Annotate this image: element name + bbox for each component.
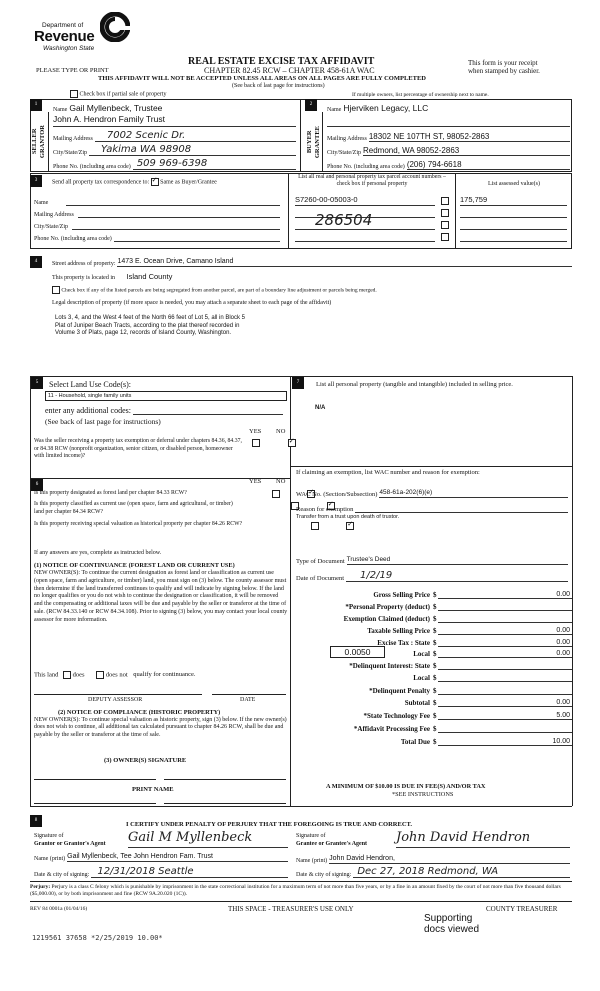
- corr-mailing-row: [34, 207, 280, 218]
- notice1-text: NEW OWNER(S): To continue the current designation as forest land or classification as current use (open space, farm and agriculture, or timber) land, you must sign on (3) below. The county assessor must then determine if the land transferred continues to qualify and will indicate by signing below. If the land no longer qualifies or you do not wish to continue the designation or classification, it will be removed and the compensating or additional taxes will be due and payable by the seller or transferor at the time of sale. (RCW 84.33.140 or RCW 84.34.108). Prior to signing (3) below, you may contact your local county assessor for more information.: [34, 570, 288, 623]
- no-header-6: NO: [276, 478, 286, 485]
- buyer-name-field[interactable]: Hjerviken Legacy, LLC: [343, 103, 429, 113]
- buyer-mailing-label: Mailing Address: [327, 136, 367, 142]
- forest-land-yes-checkbox[interactable]: [272, 490, 280, 498]
- street-address-field[interactable]: 1473 E. Ocean Drive, Camano Island: [117, 258, 572, 267]
- land-use-label: Select Land Use Code(s):: [49, 380, 131, 389]
- grantee-signature-label: Signature of Grantee or Grantee's Agent: [296, 833, 368, 847]
- seller-name-line2-field[interactable]: John A. Hendron Family Trust: [53, 114, 296, 127]
- exemption-question: Was the seller receiving a property tax exemption or deferral under chapters 84.36, 84.37, or 84.38 RCW (nonprofit organization, senior citizen, or disabled person, homeowner with limited income)?: [34, 438, 242, 459]
- grantor-name-label: Name (print): [34, 856, 66, 862]
- corr-name-label: Name: [34, 200, 49, 206]
- fin-state-tech-fee: *State Technology Fee $ 5.00: [363, 712, 570, 720]
- section7-bottom-border: [290, 466, 572, 467]
- grantee-name-field[interactable]: John David Hendron,: [329, 855, 570, 864]
- delinquent-penalty-field[interactable]: [438, 694, 573, 695]
- grantor-date-label: Date & city of signing:: [34, 872, 90, 878]
- logo-line-revenue: Revenue: [34, 28, 95, 45]
- buyer-city-row: [327, 143, 570, 156]
- personal-property-checkbox[interactable]: [441, 233, 449, 241]
- date-label: DATE: [240, 697, 256, 703]
- affidavit-fee-field[interactable]: [438, 732, 573, 733]
- doc-date-label: Date of Document: [296, 575, 345, 582]
- buyer-name-line2-field[interactable]: [327, 114, 570, 127]
- parcel-number-field[interactable]: S7260-00-05003-0: [295, 195, 435, 206]
- wac-label: WAC No. (Section/Subsection): [296, 491, 378, 498]
- receipt-note-1: This form is your receipt: [468, 59, 538, 67]
- fin-delinquent-penalty: *Delinquent Penalty $: [300, 684, 572, 695]
- yes-header-6: YES: [249, 478, 262, 485]
- legal-description-field[interactable]: [55, 315, 245, 338]
- parcel-row-2: [295, 211, 570, 230]
- perjury-bottom-border: [30, 901, 572, 902]
- corr-mailing-field[interactable]: [78, 209, 280, 218]
- additional-codes-field[interactable]: [133, 406, 283, 415]
- notice2-text: NEW OWNER(S): To continue special valuation as historic property, sign (3) below. If the new owner(s) does not wish to continue, all additional tax calculated pursuant to chapter 84.26 RCW, shall be due and payable by the seller or transferor at the time of sale.: [34, 717, 287, 738]
- if-yes-note: If any answers are yes, complete as instructed below.: [34, 550, 162, 556]
- section-number-6: 6: [31, 479, 43, 491]
- doc-date-field[interactable]: 1/2/19: [346, 570, 568, 582]
- seller-side-label: [30, 112, 49, 172]
- fin-exemption-claimed: Exemption Claimed (deduct) $: [300, 612, 572, 623]
- additional-codes-row: [45, 404, 283, 415]
- does-checkbox[interactable]: [63, 671, 71, 679]
- seller-mailing-field[interactable]: 7002 Scenic Dr.: [95, 130, 296, 142]
- perjury-text: Perjury is a class C felony which is punishable by imprisonment in the state correctional institution for a maximum term of not more than five years, or by a fine in an amount fixed by the court of not more than five thousand dollars ($5,000.00), or by both imprisonment and fine (RCW 9A.20.020 (1C)).: [30, 884, 561, 898]
- dor-swirl-logo-icon: [100, 12, 130, 42]
- continuance-row: [34, 671, 196, 679]
- land-use-instructions: (See back of last page for instructions): [45, 417, 161, 426]
- perjury-notice: [30, 884, 572, 899]
- corr-mailing-label: Mailing Address: [34, 212, 74, 218]
- section-number-2: 2: [305, 99, 317, 111]
- exemption-label: If claiming an exemption, list WAC number and reason for exemption:: [296, 469, 480, 476]
- instructions-note: (See back of last page for instructions): [232, 83, 325, 89]
- deputy-assessor-signature-line[interactable]: [34, 694, 202, 695]
- perjury-top-border: [30, 881, 572, 882]
- perjury-label: Perjury:: [30, 884, 51, 890]
- corr-city-row: [34, 219, 280, 230]
- doc-type-row: [296, 554, 568, 565]
- section-number-3: 3: [30, 175, 42, 187]
- corr-phone-row: [34, 231, 280, 242]
- personal-property-field[interactable]: N/A: [315, 405, 326, 411]
- buyer-mailing-field[interactable]: 18302 NE 107TH ST, 98052-2863: [369, 132, 570, 142]
- does-not-checkbox[interactable]: [96, 671, 104, 679]
- segregated-checkbox[interactable]: [52, 286, 60, 294]
- subtotal-field[interactable]: 0.00: [438, 699, 573, 707]
- qualify-label: qualify for continuance.: [133, 671, 196, 679]
- logo-line-department: Department of: [42, 22, 84, 29]
- seller-name-row: [53, 101, 296, 113]
- print-name-line-1[interactable]: [34, 803, 156, 804]
- corr-name-field[interactable]: [66, 197, 280, 206]
- grantor-label: GRANTOR: [39, 125, 46, 159]
- partial-sale-label: Check box if partial sale of property: [79, 91, 167, 98]
- total-due-field[interactable]: 10.00: [438, 738, 573, 746]
- certification-statement: I CERTIFY UNDER PENALTY OF PERJURY THAT THE FOREGOING IS TRUE AND CORRECT.: [126, 821, 413, 828]
- supporting-line-1: Supporting: [424, 913, 473, 924]
- grantee-date-field[interactable]: Dec 27, 2018 Redmond, WA: [353, 866, 570, 878]
- grantee-signature-field[interactable]: John David Hendron: [396, 830, 570, 848]
- fin-taxable-selling-price: Taxable Selling Price $ 0.00: [367, 627, 570, 635]
- supporting-docs-stamp: [424, 913, 479, 935]
- print-name-line-2[interactable]: [164, 803, 286, 804]
- segregated-label: Check box if any of the listed parcels are being segregated from another parcel, are part of a boundary line adjustment or parcels being merged.: [61, 287, 377, 294]
- doc-date-row: [296, 569, 568, 582]
- corr-city-label: City/State/Zip: [34, 224, 68, 230]
- historic-yes-checkbox[interactable]: [311, 522, 319, 530]
- correspondence-divider: [288, 173, 289, 249]
- section-number-5: 5: [31, 377, 43, 389]
- local-rate-field[interactable]: 0.0050: [330, 646, 385, 658]
- print-name-label: PRINT NAME: [132, 786, 174, 793]
- located-row: [52, 272, 172, 281]
- seller-phone-label: Phone No. (including area code): [53, 164, 131, 170]
- legal-line-3: Volume 3 of Plats, page 12, records of Island County, Washington.: [55, 330, 232, 336]
- grantor-name-row: [34, 851, 288, 862]
- excise-state-field[interactable]: 0.00: [438, 639, 573, 647]
- fin-total-due: Total Due $ 10.00: [400, 738, 570, 746]
- form-subtitle: CHAPTER 82.45 RCW – CHAPTER 458-61A WAC: [204, 66, 375, 75]
- treasurer-use-label: THIS SPACE - TREASURER'S USE ONLY: [228, 905, 354, 913]
- corr-city-field[interactable]: [72, 221, 280, 230]
- receipt-note-2: when stamped by cashier.: [468, 67, 540, 75]
- partial-sale-checkbox-row: [70, 90, 166, 98]
- county-field[interactable]: Island County: [126, 272, 173, 281]
- fin-delinquent-interest-local: Local $: [300, 671, 572, 682]
- grantee-label: GRANTEE: [313, 125, 321, 159]
- reason-label: Reason for exemption: [296, 506, 354, 513]
- same-as-buyer-checkbox[interactable]: [151, 178, 159, 186]
- fin-excise-state: Excise Tax : State $ 0.00: [377, 639, 570, 647]
- located-label: This property is located in: [52, 275, 115, 281]
- logo-line-state: Washington State: [43, 45, 95, 52]
- assessor-date-line[interactable]: [212, 694, 286, 695]
- please-type: PLEASE TYPE OR PRINT: [36, 67, 109, 74]
- grantee-name-label: Name (print): [296, 858, 328, 864]
- seller-phone-row: [53, 157, 296, 170]
- doc-type-label: Type of Document: [296, 558, 345, 565]
- middle-box-left-border: [30, 376, 31, 806]
- fin-delinquent-interest-state: *Delinquent Interest: State $: [300, 659, 572, 670]
- correspondence-label: Send all property tax correspondence to:: [52, 179, 150, 186]
- forest-land-question: Is this property designated as forest land per chapter 84.33 RCW?: [34, 490, 187, 496]
- exemption-yes-checkbox[interactable]: [252, 439, 260, 447]
- county-treasurer-label: COUNTY TREASURER: [486, 905, 558, 913]
- exemption-no-checkbox[interactable]: [288, 439, 296, 447]
- grantor-date-row: [34, 864, 288, 878]
- section-number-8: 8: [30, 815, 42, 827]
- grantee-name-row: [296, 853, 570, 864]
- see-instructions-note: *SEE INSTRUCTIONS: [392, 791, 454, 798]
- buyer-city-label: City/State/Zip: [327, 150, 361, 156]
- fin-excise-local: Local $ 0.00: [413, 650, 570, 658]
- deputy-assessor-label: DEPUTY ASSESSOR: [88, 697, 143, 703]
- legal-line-1: Lots 3, 4, and the West 4 feet of the North 66 feet of Lot 5, all in Block 5: [55, 315, 246, 321]
- section-number-4: 4: [30, 256, 42, 268]
- section-number-1: 1: [30, 99, 42, 111]
- legal-description-label: Legal description of property (if more space is needed, you may attach a separate sheet to each page of the affidavit): [52, 300, 332, 306]
- reason-line[interactable]: [355, 504, 568, 513]
- certification-top-border: [30, 806, 572, 807]
- segregated-row: [52, 286, 377, 294]
- taxable-selling-price-field[interactable]: 0.00: [438, 627, 573, 635]
- doc-type-field[interactable]: Trustee's Deed: [347, 556, 568, 565]
- parcel-header: List all real and personal property tax parcel account numbers – check box if personal property: [298, 174, 446, 187]
- gross-selling-price-field[interactable]: 0.00: [438, 591, 573, 599]
- buyer-phone-field[interactable]: (206) 794-6618: [407, 160, 570, 170]
- personal-property-checkbox[interactable]: [441, 197, 449, 205]
- buyer-mailing-row: [327, 129, 570, 142]
- delinquent-interest-local-field[interactable]: [438, 681, 573, 682]
- parcel-row-3: [295, 231, 570, 242]
- minimum-due-note: A MINIMUM OF $10.00 IS DUE IN FEE(S) AND/OR TAX: [326, 783, 486, 790]
- current-use-question: Is this property classified as current use (open space, farm and agricultural, or timber) land per chapter 84.34 RCW?: [34, 501, 233, 515]
- parcel-number-field[interactable]: 286504: [295, 211, 435, 230]
- same-as-buyer-label: Same as Buyer/Grantee: [160, 179, 217, 186]
- legal-line-2: Plat of Juniper Beach Tracts, according to the plat thereof recorded in: [55, 322, 240, 329]
- notice1-title: (1) NOTICE OF CONTINUANCE (FOREST LAND OR CURRENT USE): [34, 562, 235, 569]
- multiple-owners-note: If multiple owners, list percentage of ownership next to name.: [352, 92, 489, 98]
- seller-label: SELLER: [31, 129, 38, 155]
- fin-subtotal: Subtotal $ 0.00: [404, 699, 570, 707]
- form-title: REAL ESTATE EXCISE TAX AFFIDAVIT: [188, 56, 375, 67]
- supporting-line-2: docs viewed: [424, 924, 480, 935]
- buyer-side-label: [305, 112, 323, 172]
- seller-city-label: City/State/Zip: [53, 150, 87, 156]
- personal-property-label: List all personal property (tangible and intangible) included in selling price.: [316, 381, 513, 388]
- seller-phone-field[interactable]: 509 969-6398: [133, 158, 296, 170]
- fin-personal-property: *Personal Property (deduct) $: [300, 600, 572, 611]
- buyer-city-field[interactable]: Redmond, WA 98052-2863: [363, 146, 570, 156]
- seller-name-field[interactable]: Gail Myllenbeck, Trustee: [69, 103, 163, 113]
- street-address-row: [52, 256, 572, 267]
- personal-property-deduct-field[interactable]: [438, 610, 573, 611]
- land-use-select[interactable]: 11 - Household, single family units: [45, 391, 287, 401]
- parties-divider: [300, 99, 301, 172]
- rev-number: REV 84 0001a (01/04/16): [30, 906, 88, 912]
- this-land-label: This land: [34, 671, 59, 679]
- reason-field[interactable]: Transfer from a trust upon death of trustor.: [296, 514, 400, 520]
- yes-header-5: YES: [249, 428, 262, 435]
- owner-signature-title: (3) OWNER(S) SIGNATURE: [104, 757, 187, 764]
- middle-box-right-border: [572, 376, 573, 806]
- seller-city-row: [53, 143, 296, 156]
- buyer-name-label: Name: [327, 107, 342, 113]
- state-tech-fee-field[interactable]: 5.00: [438, 712, 573, 720]
- wac-field[interactable]: 458-61a-202(6)(e): [379, 489, 568, 498]
- does-not-label: does not: [105, 671, 128, 679]
- buyer-phone-label: Phone No. (including area code): [327, 164, 405, 170]
- assessed-value-field[interactable]: [460, 231, 567, 242]
- excise-local-field[interactable]: 0.00: [438, 650, 573, 658]
- personal-property-checkbox[interactable]: [441, 221, 449, 229]
- correspondence-label-row: [52, 178, 217, 186]
- historic-no-checkbox[interactable]: [346, 522, 354, 530]
- street-address-label: Street address of property:: [52, 261, 116, 267]
- personal-property-checkbox[interactable]: [441, 209, 449, 217]
- grantee-date-row: [296, 864, 570, 878]
- owner-signature-line-1[interactable]: [34, 779, 156, 780]
- assessed-value-field[interactable]: 175,759: [460, 195, 567, 206]
- buyer-phone-row: [327, 157, 570, 170]
- grantee-date-label: Date & city of signing:: [296, 872, 352, 878]
- seller-mailing-row: [53, 129, 296, 142]
- completion-warning: THIS AFFIDAVIT WILL NOT BE ACCEPTED UNLESS ALL AREAS ON ALL PAGES ARE FULLY COMPLETED: [98, 75, 426, 82]
- assessed-value-field[interactable]: [460, 207, 567, 218]
- no-header-5: NO: [276, 428, 286, 435]
- grantor-name-field[interactable]: Gail Myllenbeck, Tee John Hendron Fam. Trust: [67, 853, 288, 862]
- receipt-stamp: 1219561 37658 *2/25/2019 10.00*: [32, 934, 163, 942]
- seller-name-label: Name: [53, 107, 68, 113]
- dor-logo: [34, 12, 134, 54]
- seller-city-field[interactable]: Yakima WA 98908: [89, 144, 296, 156]
- exemption-claimed-field[interactable]: [438, 622, 573, 623]
- reason-row: [296, 502, 568, 513]
- corr-phone-label: Phone No. (including area code): [34, 236, 112, 242]
- delinquent-interest-state-field[interactable]: [438, 669, 573, 670]
- grantor-signature-label: Signature of Grantor or Grantor's Agent: [34, 833, 106, 847]
- fin-affidavit-fee: *Affidavit Processing Fee $: [300, 722, 572, 733]
- partial-sale-checkbox[interactable]: [70, 90, 78, 98]
- grantor-date-field[interactable]: 12/31/2018 Seattle: [91, 866, 288, 878]
- assessed-value-field[interactable]: [460, 219, 567, 230]
- buyer-name-row: [327, 101, 570, 113]
- does-label: does: [72, 671, 85, 679]
- owner-signature-line-2[interactable]: [164, 779, 286, 780]
- corr-name-row: [34, 195, 280, 206]
- grantor-signature-field[interactable]: Gail M Myllenbeck: [128, 830, 288, 848]
- section-number-7: 7: [292, 377, 304, 389]
- additional-codes-label: enter any additional codes:: [45, 406, 131, 415]
- fin-gross-selling-price: Gross Selling Price $ 0.00: [373, 591, 570, 599]
- historic-question: Is this property receiving special valuation as historical property per chapter 84.26 RCW?: [34, 521, 243, 527]
- wac-row: [296, 487, 568, 498]
- parcel-row-0: [295, 195, 570, 206]
- corr-phone-field[interactable]: [114, 233, 280, 242]
- parcel-number-field[interactable]: [295, 231, 435, 242]
- buyer-label: BUYER: [305, 130, 313, 154]
- seller-mailing-label: Mailing Address: [53, 136, 93, 142]
- notice2-title: (2) NOTICE OF COMPLIANCE (HISTORIC PROPERTY): [58, 709, 221, 716]
- assessed-header: List assessed value(s): [488, 181, 540, 187]
